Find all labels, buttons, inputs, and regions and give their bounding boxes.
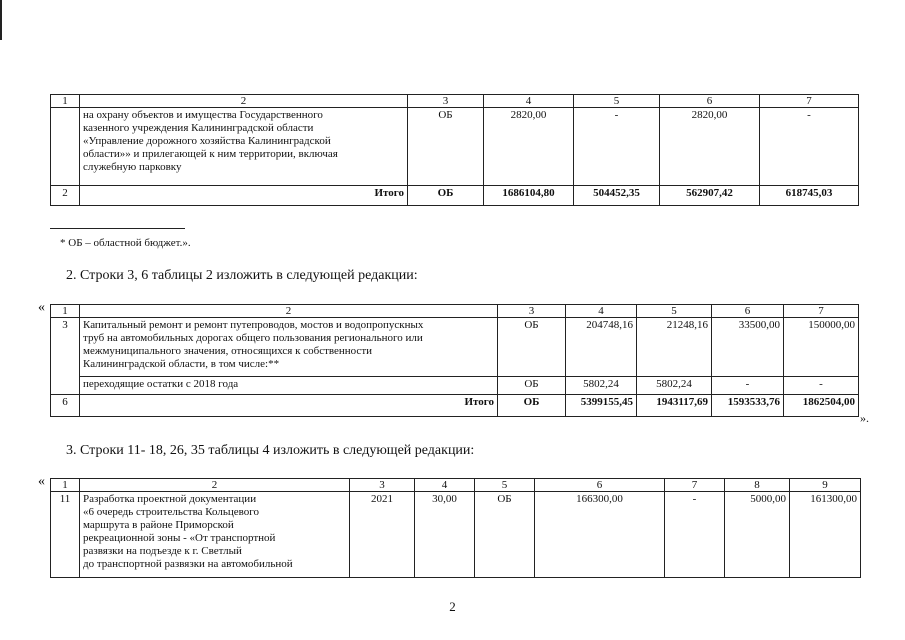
- header-cell: 6: [535, 479, 665, 492]
- amount-col-9: 161300,00: [790, 492, 861, 578]
- footnote: * ОБ – областной бюджет.».: [60, 237, 191, 249]
- row-description: переходящие остатки с 2018 года: [80, 377, 498, 395]
- row-description: Разработка проектной документации «6 очередь строительства Кольцевого маршрута в районе Приморской рекреационной зоны - «От транспортной развязки на подъезде к г. Светлый до транспортной развязки на автомобильной: [80, 492, 350, 578]
- amount-total: 204748,16: [566, 318, 637, 377]
- header-cell: 6: [660, 95, 760, 108]
- row-number: 11: [51, 492, 80, 578]
- row-number: 3: [51, 318, 80, 395]
- amount-year-3: -: [784, 377, 859, 395]
- header-cell: 1: [51, 305, 80, 318]
- total-label: Итого: [80, 186, 408, 206]
- open-quote: «: [38, 300, 45, 315]
- header-cell: 6: [712, 305, 784, 318]
- header-cell: 5: [637, 305, 712, 318]
- amount-year-2: 2820,00: [660, 108, 760, 186]
- table-header-row: [51, 479, 861, 492]
- row-number: [51, 108, 80, 186]
- funding-source: ОБ: [498, 377, 566, 395]
- header-cell: 4: [484, 95, 574, 108]
- budget-table-2: [50, 304, 859, 417]
- header-cell: 8: [725, 479, 790, 492]
- amount-year-2: 33500,00: [712, 318, 784, 377]
- scan-edge-mark: [0, 0, 2, 40]
- table-row: [51, 108, 859, 186]
- amount-total: 1686104,80: [484, 186, 574, 206]
- header-cell: 5: [574, 95, 660, 108]
- footnote-rule: [50, 228, 185, 229]
- header-cell: 4: [566, 305, 637, 318]
- page-number: 2: [449, 599, 456, 614]
- header-cell: 7: [784, 305, 859, 318]
- amount-total: 2820,00: [484, 108, 574, 186]
- total-row: [51, 395, 859, 417]
- amount-year-1: 504452,35: [574, 186, 660, 206]
- row-value-4: 30,00: [415, 492, 475, 578]
- table-row: [51, 492, 861, 578]
- amount-total: 5399155,45: [566, 395, 637, 417]
- header-cell: 9: [790, 479, 861, 492]
- funding-source: ОБ: [498, 395, 566, 417]
- table-header-row: [51, 305, 859, 318]
- header-cell: 3: [350, 479, 415, 492]
- funding-source: ОБ: [475, 492, 535, 578]
- amount-year-1: 1943117,69: [637, 395, 712, 417]
- amount-year-2: 562907,42: [660, 186, 760, 206]
- header-cell: 4: [415, 479, 475, 492]
- section-heading-3: 3. Строки 11- 18, 26, 35 таблицы 4 изложить в следующей редакции:: [66, 443, 475, 458]
- amount-year-1: 21248,16: [637, 318, 712, 377]
- section-heading-2: 2. Строки 3, 6 таблицы 2 изложить в следующей редакции:: [66, 268, 418, 283]
- row-description: на охрану объектов и имущества Государственного казенного учреждения Калининградской области «Управление дорожного хозяйства Калининградской области»» и прилегающей к ним территории, включая служебную парковку: [80, 108, 408, 186]
- open-quote: «: [38, 474, 45, 489]
- amount-year-1: -: [574, 108, 660, 186]
- header-cell: 1: [51, 95, 80, 108]
- header-cell: 2: [80, 305, 498, 318]
- amount-year-2: 1593533,76: [712, 395, 784, 417]
- amount-col-8: 5000,00: [725, 492, 790, 578]
- header-cell: 5: [475, 479, 535, 492]
- table-header-row: [51, 95, 859, 108]
- total-row: [51, 186, 859, 206]
- amount-year-3: 150000,00: [784, 318, 859, 377]
- amount-year-1: 5802,24: [637, 377, 712, 395]
- close-quote: ».: [860, 411, 869, 425]
- header-cell: 3: [498, 305, 566, 318]
- budget-table-1: [50, 94, 859, 206]
- header-cell: 7: [665, 479, 725, 492]
- total-label: Итого: [80, 395, 498, 417]
- amount-year-2: -: [712, 377, 784, 395]
- amount-year-3: 618745,03: [760, 186, 859, 206]
- amount-total: 5802,24: [566, 377, 637, 395]
- row-year: 2021: [350, 492, 415, 578]
- amount-col-7: -: [665, 492, 725, 578]
- table-row: [51, 318, 859, 377]
- table-row: [51, 377, 859, 395]
- row-number: 6: [51, 395, 80, 417]
- row-description: Капитальный ремонт и ремонт путепроводов, мостов и водопропускных труб на автомобильных дорогах общего пользования регионального или межмуниципального значения, относящихся к собственности Калининградской области, в том числе:**: [80, 318, 498, 377]
- amount-year-3: 1862504,00: [784, 395, 859, 417]
- funding-source: ОБ: [408, 186, 484, 206]
- header-cell: 2: [80, 95, 408, 108]
- funding-source: ОБ: [498, 318, 566, 377]
- header-cell: 2: [80, 479, 350, 492]
- header-cell: 1: [51, 479, 80, 492]
- header-cell: 7: [760, 95, 859, 108]
- header-cell: 3: [408, 95, 484, 108]
- budget-table-3: [50, 478, 861, 578]
- amount-total: 166300,00: [535, 492, 665, 578]
- funding-source: ОБ: [408, 108, 484, 186]
- amount-year-3: -: [760, 108, 859, 186]
- row-number: 2: [51, 186, 80, 206]
